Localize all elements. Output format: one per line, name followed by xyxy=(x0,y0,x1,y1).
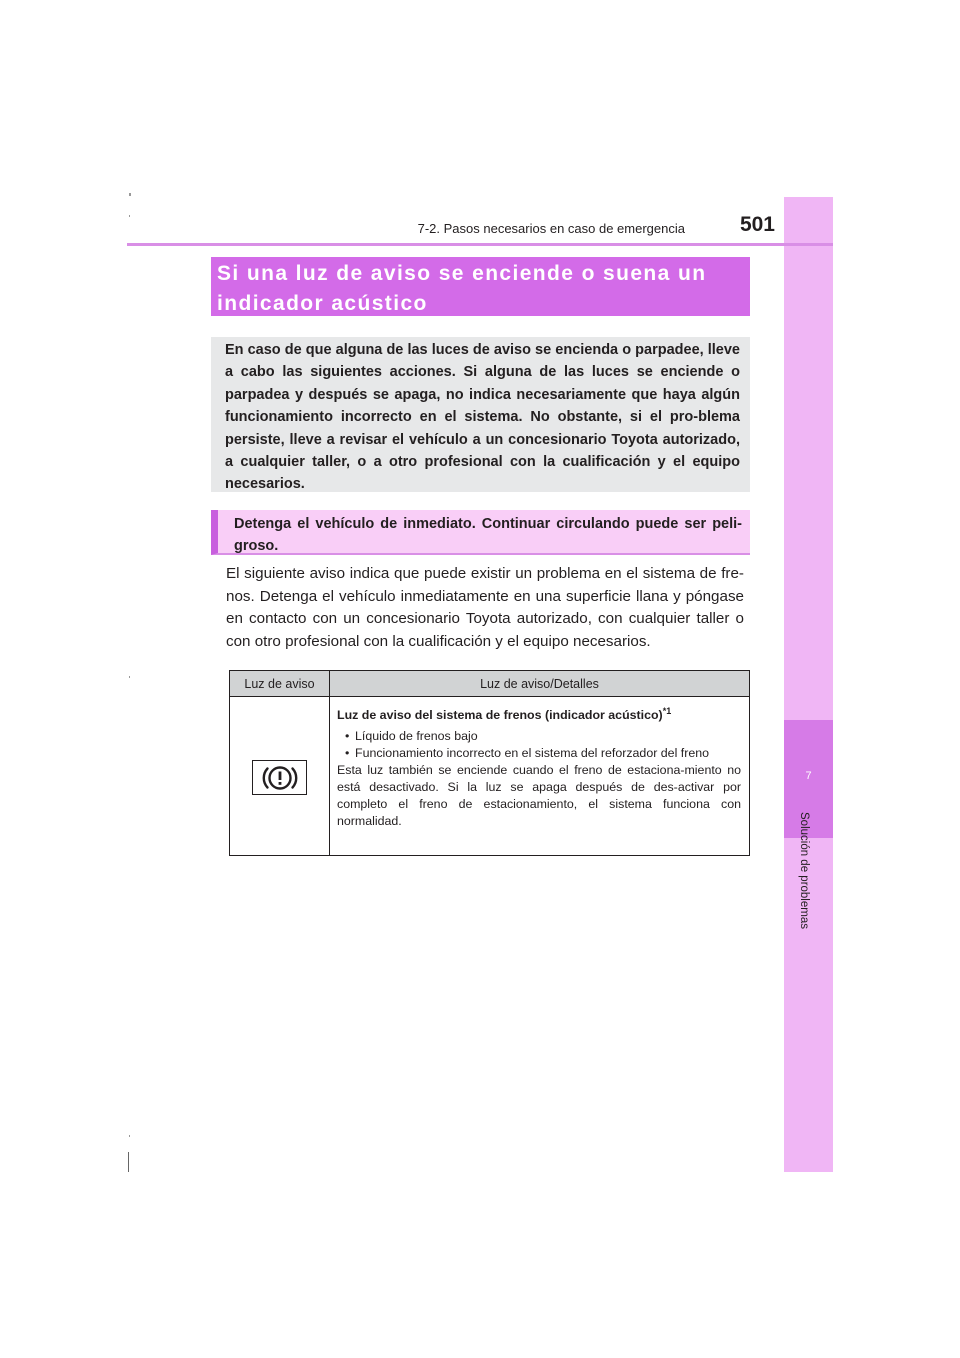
icon-cell xyxy=(230,697,330,856)
warning-light-table xyxy=(229,670,750,856)
warning-text: Detenga el vehículo de inmediato. Continuar circulando puede ser peli-groso. xyxy=(234,516,742,554)
crop-mark xyxy=(129,676,130,678)
table-header-row xyxy=(230,671,750,697)
brake-warning-icon xyxy=(252,760,307,795)
bullet-text: Funcionamiento incorrecto en el sistema del reforzador del freno xyxy=(355,746,710,761)
header-rule xyxy=(127,243,833,246)
table-header-details: Luz de aviso/Detalles xyxy=(330,671,750,697)
table-row xyxy=(230,697,750,856)
intro-box xyxy=(211,337,750,492)
chapter-side-tab xyxy=(784,197,833,1172)
warning-box xyxy=(211,510,750,555)
list-item xyxy=(345,728,741,745)
page-title-box xyxy=(211,257,750,316)
chapter-number: 7 xyxy=(805,770,812,782)
crop-mark xyxy=(129,215,130,217)
crop-mark xyxy=(128,1152,129,1172)
bullet-text: Líquido de frenos bajo xyxy=(355,729,478,744)
brake-warning-icon-graphic xyxy=(258,764,302,792)
intro-text: En caso de que alguna de las luces de aviso se encienda o parpadee, lleve a cabo las siguientes acciones. Si alguna de las luces se enciende o parpadea y después se apaga, no indica necesariamente que haya algún funcionamiento incorrecto en el sistema. No obstante, si el pro-blema persiste, lleve a revisar el vehículo a un concesionario Toyota autorizado, a cualquier taller, o a otro profesional con la cualificación y el equipo necesarios. xyxy=(225,342,740,493)
section-header: 7-2. Pasos necesarios en caso de emergencia xyxy=(417,221,685,236)
details-cell xyxy=(330,697,750,856)
page-number: 501 xyxy=(739,213,775,236)
page-title-line1: Si una luz de aviso se enciende o suena un xyxy=(217,262,707,285)
table-header-light: Luz de aviso xyxy=(230,671,330,697)
page-title-line2: indicador acústico xyxy=(217,292,428,315)
bullet-dot: • xyxy=(345,746,350,761)
footnote-mark: *1 xyxy=(662,706,672,716)
crop-mark xyxy=(129,1135,130,1137)
list-item xyxy=(345,745,741,762)
bullet-dot: • xyxy=(345,729,350,744)
detail-title-text: Luz de aviso del sistema de frenos (indicador acústico) xyxy=(337,708,663,723)
detail-note: Esta luz también se enciende cuando el freno de estaciona-miento no está desactivado. Si la luz se apaga después de des-activar por completo el freno de estacionamiento, el sistema funciona con normalidad. xyxy=(337,763,741,829)
chapter-label: Solución de problemas xyxy=(798,812,810,929)
crop-mark xyxy=(129,193,131,196)
body-paragraph: El siguiente aviso indica que puede existir un problema en el sistema de fre-nos. Detenga el vehículo inmediatamente en una superficie llana y póngase en contacto con un concesionario Toyota autorizado, con cualquier taller o con otro profesional con la cualificación y el equipo necesarios. xyxy=(226,565,744,650)
detail-title xyxy=(337,703,741,724)
